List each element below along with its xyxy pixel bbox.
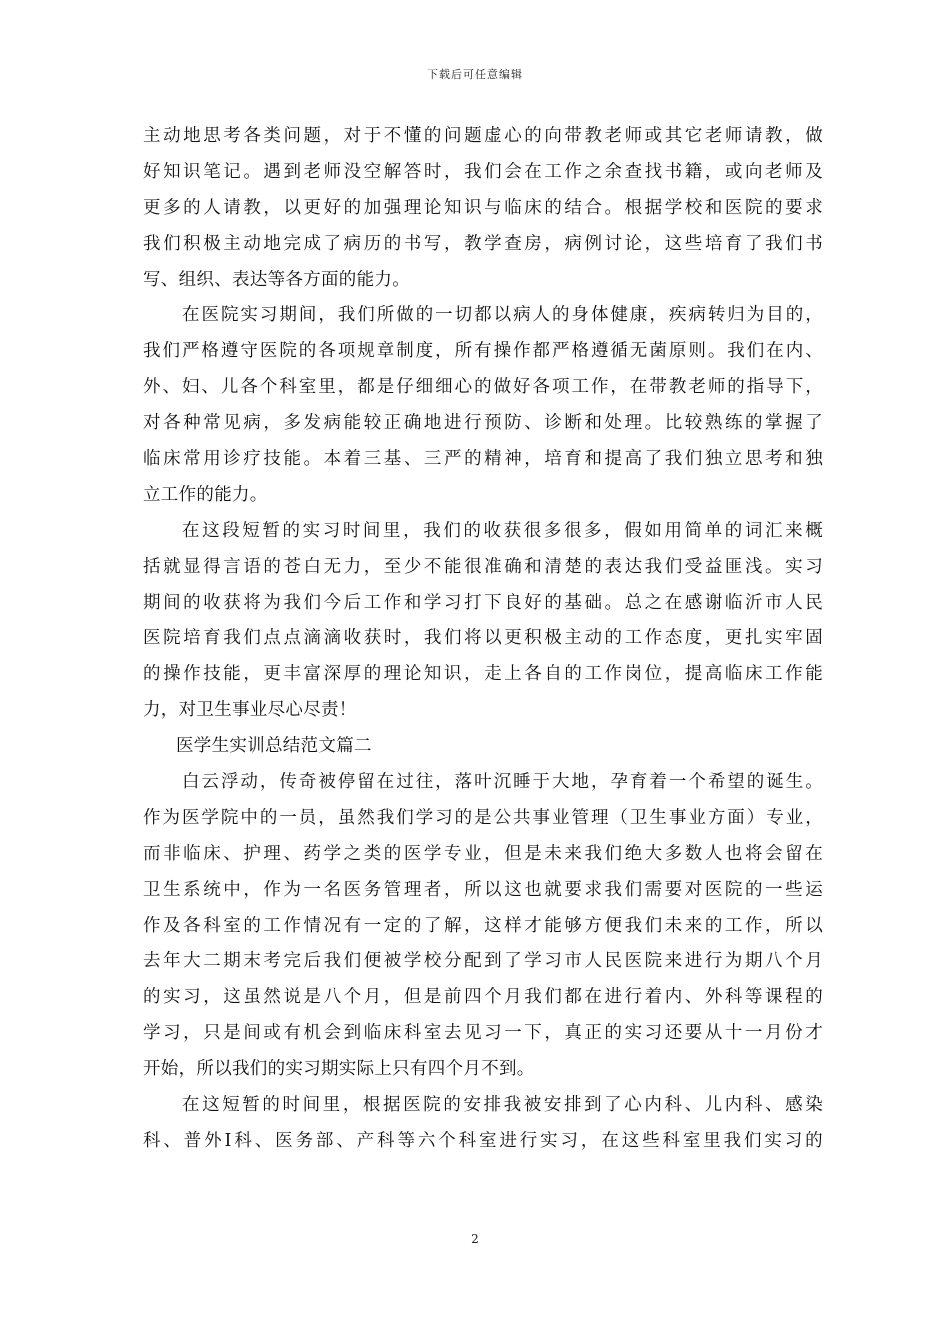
text-line: 立工作的能力。 xyxy=(143,484,268,505)
page-header: 下载后可任意编辑 xyxy=(427,68,523,81)
text-line: 在这段短暂的实习时间里，我们的收获很多很多，假如用简单的词汇来概 xyxy=(182,520,823,541)
paragraph xyxy=(143,765,823,1088)
document-body xyxy=(143,119,823,1160)
text-line: 我们严格遵守医院的各项规章制度，所有操作都严格遵循无菌原则。我们在内、 xyxy=(143,341,823,362)
text-line: 括就显得言语的苍白无力，至少不能很准确和清楚的表达我们受益匪浅。实习 xyxy=(143,556,823,577)
text-line: 我们积极主动地完成了病历的书写，教学查房，病例讨论，这些培育了我们书 xyxy=(143,233,823,254)
text-line: 力，对卫生事业尽心尽责！ xyxy=(143,700,357,721)
page-number: 2 xyxy=(471,1232,479,1246)
paragraph-continuation xyxy=(143,119,823,298)
text-line: 外、妇、儿各个科室里，都是仔细细心的做好各项工作，在带教老师的指导下， xyxy=(143,377,823,398)
section-heading: 医学生实训总结范文篇二 xyxy=(176,736,372,757)
paragraph xyxy=(143,514,823,729)
text-line: 对各种常见病，多发病能较正确地进行预防、诊断和处理。比较熟练的掌握了 xyxy=(143,413,823,434)
text-line: 写、组织、表达等各方面的能力。 xyxy=(143,269,410,290)
text-line: 去年大二期末考完后我们便被学校分配到了学习市人民医院来进行为期八个月 xyxy=(143,951,823,972)
text-line: 好知识笔记。遇到老师没空解答时，我们会在工作之余查找书籍，或向老师及 xyxy=(143,161,823,182)
text-line: 更多的人请教，以更好的加强理论知识与临床的结合。根据学校和医院的要求 xyxy=(143,197,823,218)
text-line: 临床常用诊疗技能。本着三基、三严的精神，培育和提高了我们独立思考和独 xyxy=(143,449,823,470)
text-line: 卫生系统中，作为一名医务管理者，所以这也就要求我们需要对医院的一些运 xyxy=(143,879,823,900)
text-line: 而非临床、护理、药学之类的医学专业，但是未来我们绝大多数人也将会留在 xyxy=(143,843,823,864)
text-line: 医院培育我们点点滴滴收获时，我们将以更积极主动的工作态度，更扎实牢固 xyxy=(143,628,823,649)
text-line: 在这短暂的时间里，根据医院的安排我被安排到了心内科、儿内科、感染 xyxy=(182,1095,823,1116)
text-line: 学习，只是间或有机会到临床科室去见习一下，真正的实习还要从十一月份才 xyxy=(143,1023,823,1044)
text-line: 的操作技能，更丰富深厚的理论知识，走上各自的工作岗位，提高临床工作能 xyxy=(143,664,823,685)
text-line: 白云浮动，传奇被停留在过往，落叶沉睡于大地，孕育着一个希望的诞生。 xyxy=(182,772,823,793)
text-line: 开始，所以我们的实习期实际上只有四个月不到。 xyxy=(143,1059,535,1080)
text-line: 科、普外Ⅰ科、医务部、产科等六个科室进行实习，在这些科室里我们实习的 xyxy=(143,1130,823,1151)
text-line: 期间的收获将为我们今后工作和学习打下良好的基础。总之在感谢临沂市人民 xyxy=(143,592,823,613)
text-line: 主动地思考各类问题，对于不懂的问题虚心的向带教老师或其它老师请教，做 xyxy=(143,126,823,146)
text-line: 在医院实习期间，我们所做的一切都以病人的身体健康，疾病转归为目的， xyxy=(182,305,823,326)
paragraph xyxy=(143,1088,823,1160)
text-line: 作为医学院中的一员，虽然我们学习的是公共事业管理（卫生事业方面）专业， xyxy=(143,807,823,828)
paragraph xyxy=(143,298,823,513)
text-line: 作及各科室的工作情况有一定的了解，这样才能够方便我们未来的工作，所以 xyxy=(143,915,823,936)
text-line: 的实习，这虽然说是八个月，但是前四个月我们都在进行着内、外科等课程的 xyxy=(143,987,823,1008)
